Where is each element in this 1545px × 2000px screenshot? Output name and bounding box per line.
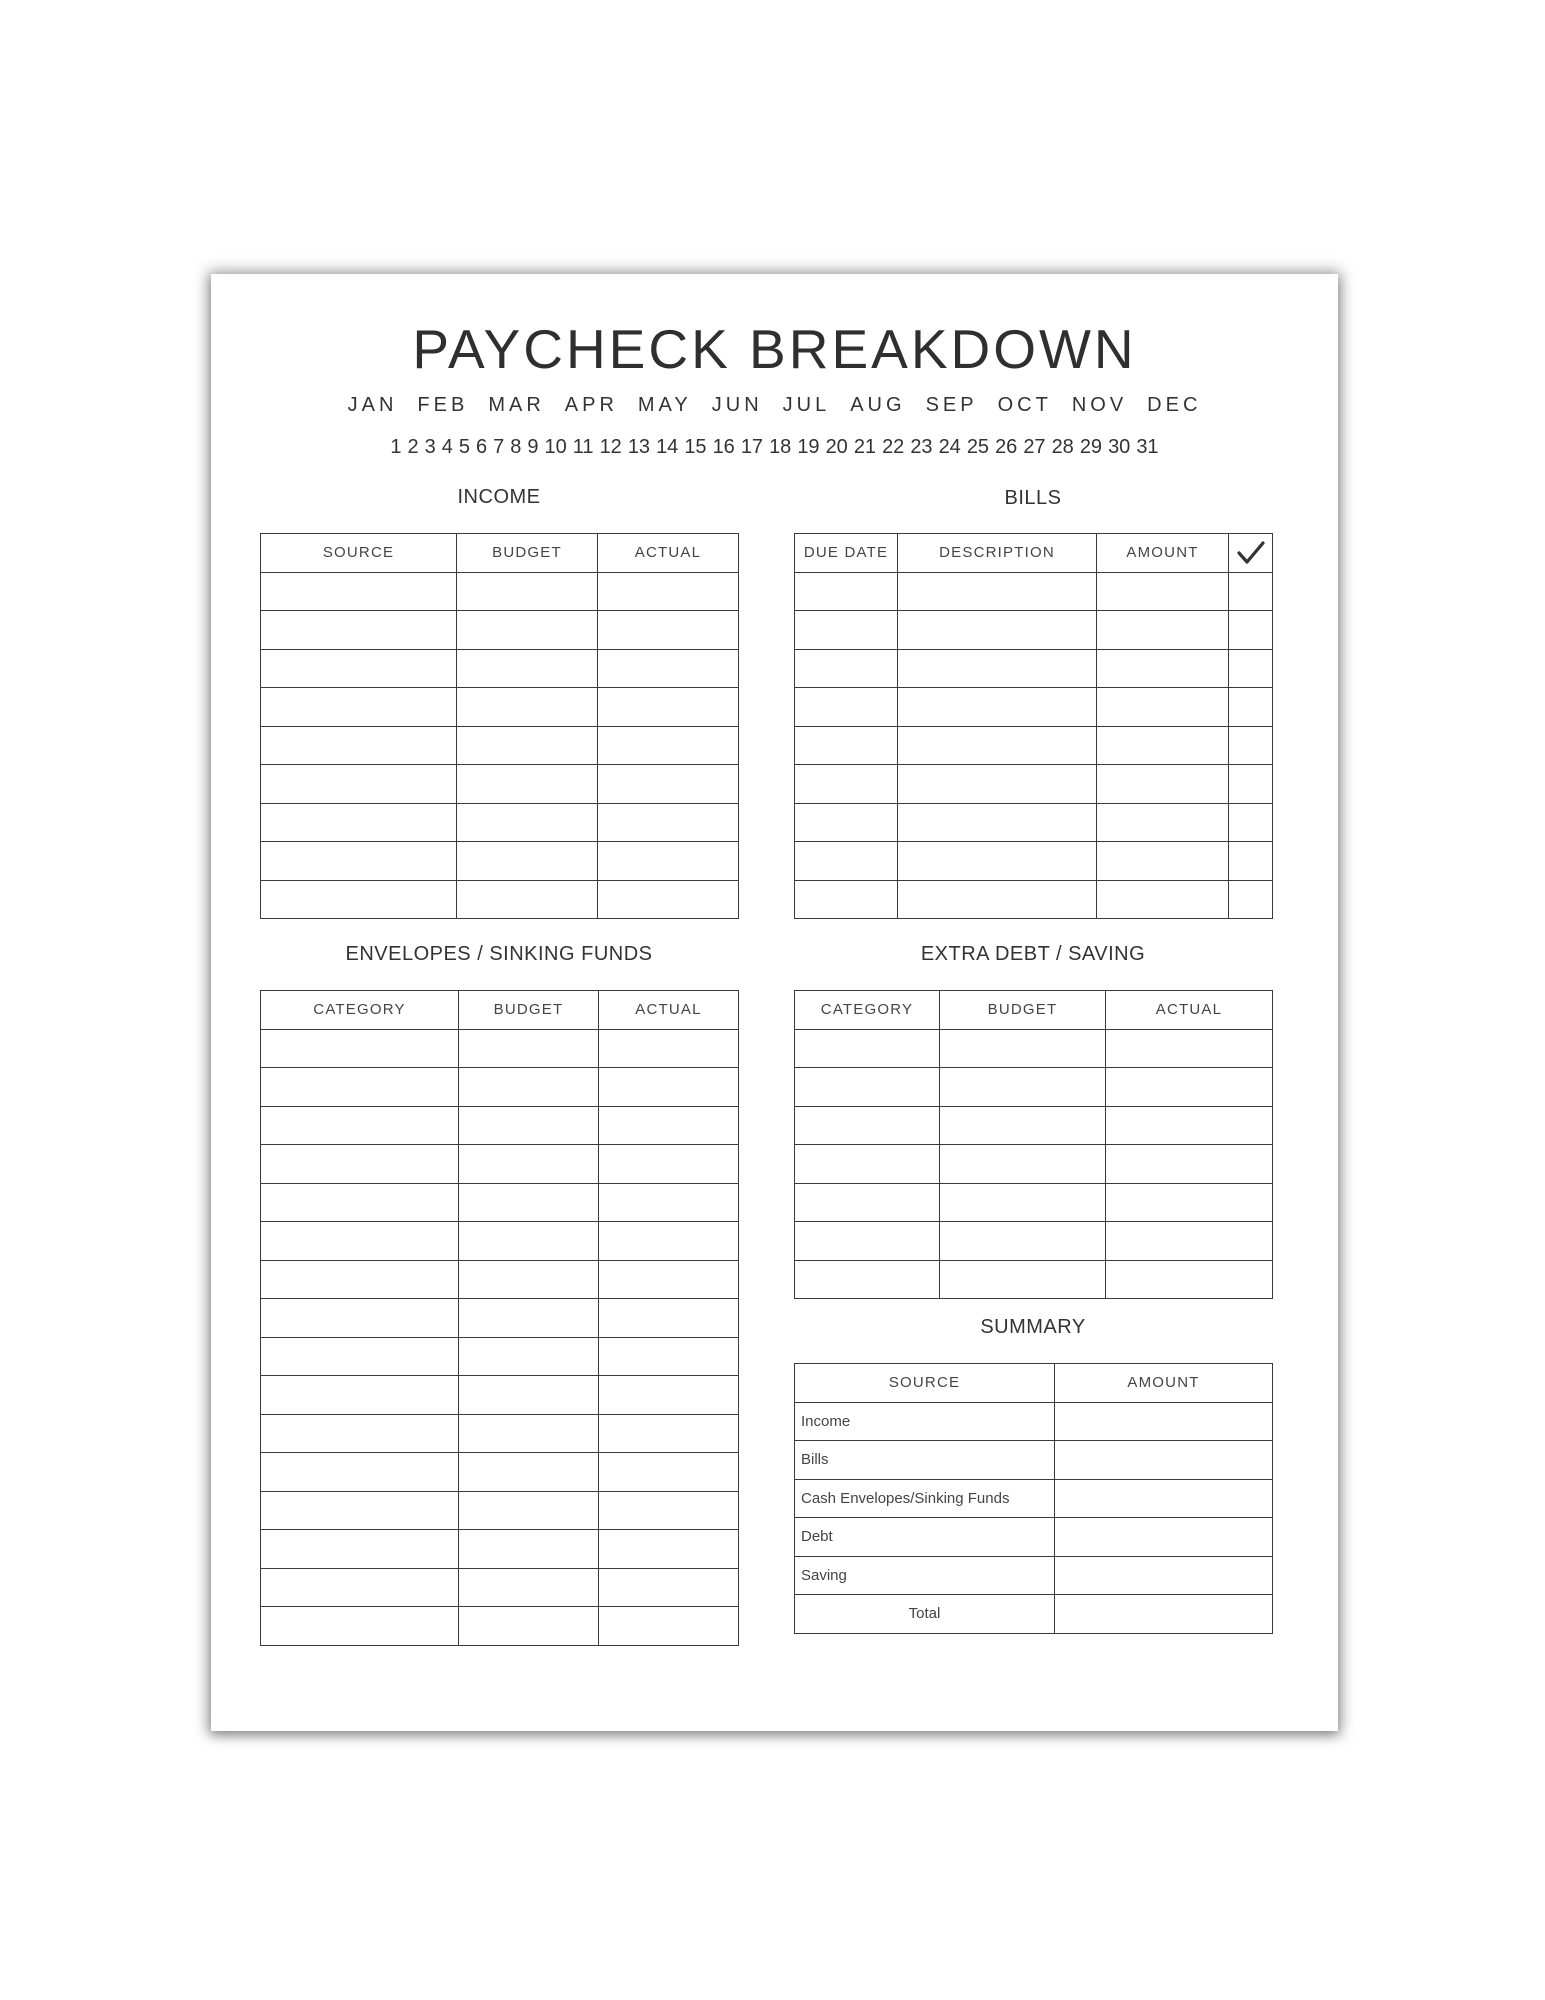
income-row	[261, 688, 739, 727]
envelopes-cell[interactable]	[459, 1260, 599, 1299]
income-cell[interactable]	[457, 765, 598, 804]
month-oct[interactable]: OCT	[997, 394, 1052, 416]
envelopes-header-actual: ACTUAL	[599, 991, 739, 1030]
income-header-actual: ACTUAL	[598, 534, 739, 573]
bills-cell[interactable]	[1229, 726, 1273, 765]
bills-cell[interactable]	[898, 688, 1097, 727]
envelopes-section-title: ENVELOPES / SINKING FUNDS	[345, 943, 653, 965]
day-28[interactable]: 28	[1051, 436, 1074, 458]
income-cell[interactable]	[261, 765, 457, 804]
envelopes-cell[interactable]	[599, 1106, 739, 1145]
bills-table	[794, 533, 1273, 919]
summary-header-amount: AMOUNT	[1055, 1364, 1273, 1403]
envelopes-row	[261, 1414, 739, 1453]
income-section-title: INCOME	[457, 486, 541, 508]
bills-cell[interactable]	[1229, 842, 1273, 881]
bills-cell[interactable]	[1229, 880, 1273, 919]
income-cell[interactable]	[457, 842, 598, 881]
bills-cell[interactable]	[1097, 842, 1229, 881]
day-13[interactable]: 13	[627, 436, 651, 458]
summary-label-bills: Bills	[795, 1441, 1055, 1480]
summary-label-envelopes: Cash Envelopes/Sinking Funds	[795, 1479, 1055, 1518]
day-10[interactable]: 10	[544, 436, 567, 458]
bills-header-amount: AMOUNT	[1097, 534, 1229, 573]
envelopes-cell[interactable]	[261, 1607, 459, 1646]
summary-label-income: Income	[795, 1402, 1055, 1441]
bills-row	[795, 688, 1273, 727]
month-jan[interactable]: JAN	[347, 394, 398, 416]
extra-debt-cell[interactable]	[1106, 1106, 1273, 1145]
envelopes-row	[261, 1568, 739, 1607]
envelopes-row	[261, 1453, 739, 1492]
summary-amount-envelopes[interactable]	[1055, 1479, 1273, 1518]
envelopes-row	[261, 1029, 739, 1068]
bills-cell[interactable]	[1097, 611, 1229, 650]
extra-debt-cell[interactable]	[940, 1145, 1106, 1184]
day-21[interactable]: 21	[853, 436, 877, 458]
envelopes-cell[interactable]	[261, 1299, 459, 1338]
page-title: PAYCHECK BREAKDOWN	[412, 318, 1137, 380]
day-4[interactable]: 4	[441, 436, 453, 458]
extra-debt-row	[795, 1106, 1273, 1145]
envelopes-cell[interactable]	[459, 1568, 599, 1607]
bills-cell[interactable]	[898, 611, 1097, 650]
summary-label-saving: Saving	[795, 1556, 1055, 1595]
bills-cell[interactable]	[898, 880, 1097, 919]
summary-amount-saving[interactable]	[1055, 1556, 1273, 1595]
income-cell[interactable]	[598, 842, 739, 881]
envelopes-cell[interactable]	[261, 1453, 459, 1492]
bills-cell[interactable]	[795, 842, 898, 881]
check-icon	[1236, 540, 1266, 566]
income-cell[interactable]	[457, 726, 598, 765]
day-5[interactable]: 5	[458, 436, 471, 458]
income-cell[interactable]	[598, 803, 739, 842]
day-14[interactable]: 14	[656, 436, 679, 458]
envelopes-cell[interactable]	[459, 1183, 599, 1222]
bills-cell[interactable]	[795, 649, 898, 688]
extra-debt-cell[interactable]	[795, 1183, 940, 1222]
envelopes-cell[interactable]	[261, 1106, 459, 1145]
envelopes-header-category: CATEGORY	[261, 991, 459, 1030]
income-cell[interactable]	[261, 880, 457, 919]
extra-debt-cell[interactable]	[795, 1068, 940, 1107]
income-row	[261, 726, 739, 765]
day-3[interactable]: 3	[424, 436, 436, 458]
envelopes-header-budget: BUDGET	[459, 991, 599, 1030]
month-mar[interactable]: MAR	[488, 394, 545, 416]
day-25[interactable]: 25	[966, 436, 990, 458]
envelopes-cell[interactable]	[459, 1530, 599, 1569]
day-1[interactable]: 1	[390, 436, 402, 458]
summary-amount-income[interactable]	[1055, 1402, 1273, 1441]
day-31[interactable]: 31	[1136, 436, 1159, 458]
day-26[interactable]: 26	[995, 436, 1018, 458]
envelopes-cell[interactable]	[459, 1607, 599, 1646]
summary-row-saving	[795, 1556, 1273, 1595]
day-29[interactable]: 29	[1079, 436, 1103, 458]
bills-cell[interactable]	[795, 726, 898, 765]
bills-cell[interactable]	[795, 880, 898, 919]
extra-debt-cell[interactable]	[940, 1029, 1106, 1068]
envelopes-table	[260, 990, 739, 1646]
summary-row-bills	[795, 1441, 1273, 1480]
month-nov[interactable]: NOV	[1071, 394, 1128, 416]
extra-debt-cell[interactable]	[795, 1145, 940, 1184]
month-jul[interactable]: JUL	[782, 394, 831, 416]
day-8[interactable]: 8	[510, 436, 522, 458]
envelopes-cell[interactable]	[459, 1376, 599, 1415]
envelopes-row	[261, 1337, 739, 1376]
day-17[interactable]: 17	[740, 436, 764, 458]
summary-label-debt: Debt	[795, 1518, 1055, 1557]
envelopes-row	[261, 1376, 739, 1415]
bills-cell[interactable]	[898, 649, 1097, 688]
income-cell[interactable]	[457, 803, 598, 842]
bills-cell[interactable]	[898, 842, 1097, 881]
envelopes-cell[interactable]	[459, 1337, 599, 1376]
envelopes-cell[interactable]	[599, 1183, 739, 1222]
envelopes-cell[interactable]	[459, 1414, 599, 1453]
envelopes-row	[261, 1068, 739, 1107]
day-27[interactable]: 27	[1023, 436, 1046, 458]
envelopes-cell[interactable]	[599, 1491, 739, 1530]
day-16[interactable]: 16	[712, 436, 735, 458]
bills-cell[interactable]	[795, 688, 898, 727]
income-cell[interactable]	[261, 649, 457, 688]
envelopes-row	[261, 1491, 739, 1530]
month-jun[interactable]: JUN	[711, 394, 763, 416]
day-7[interactable]: 7	[493, 436, 505, 458]
bills-cell[interactable]	[898, 765, 1097, 804]
envelopes-cell[interactable]	[261, 1068, 459, 1107]
day-9[interactable]: 9	[527, 436, 539, 458]
envelopes-cell[interactable]	[261, 1029, 459, 1068]
bills-cell[interactable]	[898, 572, 1097, 611]
envelopes-row	[261, 1260, 739, 1299]
bills-cell[interactable]	[795, 572, 898, 611]
envelopes-row	[261, 1607, 739, 1646]
income-cell[interactable]	[598, 611, 739, 650]
envelopes-row	[261, 1222, 739, 1261]
bills-cell[interactable]	[1229, 803, 1273, 842]
day-11[interactable]: 11	[572, 436, 594, 458]
month-selector	[211, 394, 1338, 417]
bills-cell[interactable]	[1097, 726, 1229, 765]
envelopes-cell[interactable]	[261, 1337, 459, 1376]
income-cell[interactable]	[457, 880, 598, 919]
day-6[interactable]: 6	[476, 436, 488, 458]
month-sep[interactable]: SEP	[925, 394, 978, 416]
bills-header-description: DESCRIPTION	[898, 534, 1097, 573]
bills-row	[795, 572, 1273, 611]
bills-cell[interactable]	[1229, 572, 1273, 611]
envelopes-cell[interactable]	[261, 1414, 459, 1453]
income-row	[261, 611, 739, 650]
envelopes-cell[interactable]	[261, 1376, 459, 1415]
income-cell[interactable]	[598, 649, 739, 688]
envelopes-cell[interactable]	[599, 1068, 739, 1107]
envelopes-cell[interactable]	[599, 1376, 739, 1415]
summary-amount-total[interactable]	[1055, 1595, 1273, 1634]
month-dec[interactable]: DEC	[1147, 394, 1202, 416]
envelopes-cell[interactable]	[599, 1299, 739, 1338]
summary-row-total	[795, 1595, 1273, 1634]
bills-row	[795, 803, 1273, 842]
envelopes-row	[261, 1106, 739, 1145]
income-cell[interactable]	[457, 688, 598, 727]
bills-header-paid	[1229, 534, 1273, 573]
bills-cell[interactable]	[898, 726, 1097, 765]
envelopes-cell[interactable]	[459, 1145, 599, 1184]
envelopes-cell[interactable]	[459, 1453, 599, 1492]
extra-debt-cell[interactable]	[1106, 1068, 1273, 1107]
extra-debt-header-actual: ACTUAL	[1106, 991, 1273, 1030]
summary-row-envelopes	[795, 1479, 1273, 1518]
extra-debt-header-budget: BUDGET	[940, 991, 1106, 1030]
extra-debt-cell[interactable]	[940, 1068, 1106, 1107]
income-cell[interactable]	[261, 611, 457, 650]
envelopes-cell[interactable]	[599, 1145, 739, 1184]
envelopes-cell[interactable]	[459, 1491, 599, 1530]
summary-row-debt	[795, 1518, 1273, 1557]
envelopes-cell[interactable]	[599, 1607, 739, 1646]
envelopes-cell[interactable]	[261, 1145, 459, 1184]
envelopes-cell[interactable]	[261, 1222, 459, 1261]
extra-debt-cell[interactable]	[1106, 1145, 1273, 1184]
envelopes-cell[interactable]	[459, 1222, 599, 1261]
income-cell[interactable]	[598, 688, 739, 727]
bills-cell[interactable]	[1097, 880, 1229, 919]
bills-row	[795, 726, 1273, 765]
bills-cell[interactable]	[1229, 688, 1273, 727]
extra-debt-cell[interactable]	[940, 1260, 1106, 1299]
bills-cell[interactable]	[795, 611, 898, 650]
extra-debt-cell[interactable]	[1106, 1029, 1273, 1068]
extra-debt-cell[interactable]	[1106, 1260, 1273, 1299]
bills-row	[795, 611, 1273, 650]
extra-debt-row	[795, 1029, 1273, 1068]
extra-debt-cell[interactable]	[1106, 1222, 1273, 1261]
extra-debt-section-title: EXTRA DEBT / SAVING	[920, 943, 1146, 965]
bills-row	[795, 765, 1273, 804]
envelopes-cell[interactable]	[261, 1568, 459, 1607]
bills-cell[interactable]	[1097, 688, 1229, 727]
month-apr[interactable]: APR	[564, 394, 618, 416]
bills-section-title: BILLS	[1004, 487, 1062, 509]
bills-cell[interactable]	[1097, 649, 1229, 688]
day-20[interactable]: 20	[825, 436, 848, 458]
extra-debt-row	[795, 1260, 1273, 1299]
income-cell[interactable]	[598, 880, 739, 919]
bills-cell[interactable]	[795, 803, 898, 842]
month-may[interactable]: MAY	[637, 394, 692, 416]
envelopes-cell[interactable]	[599, 1337, 739, 1376]
envelopes-cell[interactable]	[599, 1414, 739, 1453]
bills-row	[795, 842, 1273, 881]
envelopes-row	[261, 1183, 739, 1222]
income-row	[261, 842, 739, 881]
month-aug[interactable]: AUG	[850, 394, 906, 416]
extra-debt-cell[interactable]	[795, 1222, 940, 1261]
extra-debt-cell[interactable]	[795, 1029, 940, 1068]
extra-debt-cell[interactable]	[1106, 1183, 1273, 1222]
extra-debt-cell[interactable]	[795, 1260, 940, 1299]
envelopes-row	[261, 1145, 739, 1184]
day-24[interactable]: 24	[938, 436, 961, 458]
income-header-budget: BUDGET	[457, 534, 598, 573]
income-cell[interactable]	[457, 649, 598, 688]
day-22[interactable]: 22	[882, 436, 905, 458]
day-30[interactable]: 30	[1108, 436, 1131, 458]
income-cell[interactable]	[598, 572, 739, 611]
bills-cell[interactable]	[1229, 611, 1273, 650]
income-table	[260, 533, 739, 919]
envelopes-cell[interactable]	[459, 1299, 599, 1338]
extra-debt-cell[interactable]	[940, 1106, 1106, 1145]
day-2[interactable]: 2	[407, 436, 419, 458]
summary-header-source: SOURCE	[795, 1364, 1055, 1403]
extra-debt-header-category: CATEGORY	[795, 991, 940, 1030]
envelopes-cell[interactable]	[599, 1530, 739, 1569]
extra-debt-row	[795, 1222, 1273, 1261]
summary-row-income	[795, 1402, 1273, 1441]
envelopes-cell[interactable]	[261, 1530, 459, 1569]
envelopes-row	[261, 1299, 739, 1338]
bills-cell[interactable]	[898, 803, 1097, 842]
extra-debt-cell[interactable]	[940, 1222, 1106, 1261]
income-row	[261, 572, 739, 611]
bills-row	[795, 649, 1273, 688]
bills-header-due-date: DUE DATE	[795, 534, 898, 573]
summary-label-total: Total	[795, 1595, 1055, 1634]
month-feb[interactable]: FEB	[417, 394, 469, 416]
day-19[interactable]: 19	[797, 436, 820, 458]
bills-cell[interactable]	[1097, 572, 1229, 611]
income-cell[interactable]	[261, 688, 457, 727]
bills-row	[795, 880, 1273, 919]
day-23[interactable]: 23	[910, 436, 933, 458]
day-selector	[211, 436, 1338, 459]
envelopes-cell[interactable]	[261, 1260, 459, 1299]
envelopes-cell[interactable]	[599, 1222, 739, 1261]
envelopes-cell[interactable]	[261, 1183, 459, 1222]
income-row	[261, 803, 739, 842]
summary-amount-debt[interactable]	[1055, 1518, 1273, 1557]
extra-debt-cell[interactable]	[940, 1183, 1106, 1222]
income-cell[interactable]	[598, 765, 739, 804]
extra-debt-table	[794, 990, 1273, 1299]
envelopes-cell[interactable]	[599, 1029, 739, 1068]
day-15[interactable]: 15	[684, 436, 707, 458]
income-cell[interactable]	[457, 611, 598, 650]
income-cell[interactable]	[261, 726, 457, 765]
bills-cell[interactable]	[795, 765, 898, 804]
envelopes-cell[interactable]	[599, 1260, 739, 1299]
day-12[interactable]: 12	[599, 436, 622, 458]
bills-cell[interactable]	[1097, 803, 1229, 842]
income-row	[261, 649, 739, 688]
envelopes-cell[interactable]	[599, 1453, 739, 1492]
extra-debt-row	[795, 1068, 1273, 1107]
income-row	[261, 765, 739, 804]
envelopes-cell[interactable]	[459, 1068, 599, 1107]
income-row	[261, 880, 739, 919]
planner-page	[211, 274, 1338, 1731]
extra-debt-row	[795, 1183, 1273, 1222]
day-18[interactable]: 18	[769, 436, 792, 458]
summary-amount-bills[interactable]	[1055, 1441, 1273, 1480]
summary-table	[794, 1363, 1273, 1634]
envelopes-cell[interactable]	[599, 1568, 739, 1607]
income-header-source: SOURCE	[261, 534, 457, 573]
income-cell[interactable]	[261, 803, 457, 842]
summary-section-title: SUMMARY	[980, 1316, 1086, 1338]
envelopes-cell[interactable]	[261, 1491, 459, 1530]
income-cell[interactable]	[261, 572, 457, 611]
bills-cell[interactable]	[1097, 765, 1229, 804]
envelopes-cell[interactable]	[459, 1106, 599, 1145]
income-cell[interactable]	[261, 842, 457, 881]
envelopes-cell[interactable]	[459, 1029, 599, 1068]
income-cell[interactable]	[457, 572, 598, 611]
bills-cell[interactable]	[1229, 649, 1273, 688]
bills-cell[interactable]	[1229, 765, 1273, 804]
extra-debt-row	[795, 1145, 1273, 1184]
income-cell[interactable]	[598, 726, 739, 765]
envelopes-row	[261, 1530, 739, 1569]
extra-debt-cell[interactable]	[795, 1106, 940, 1145]
